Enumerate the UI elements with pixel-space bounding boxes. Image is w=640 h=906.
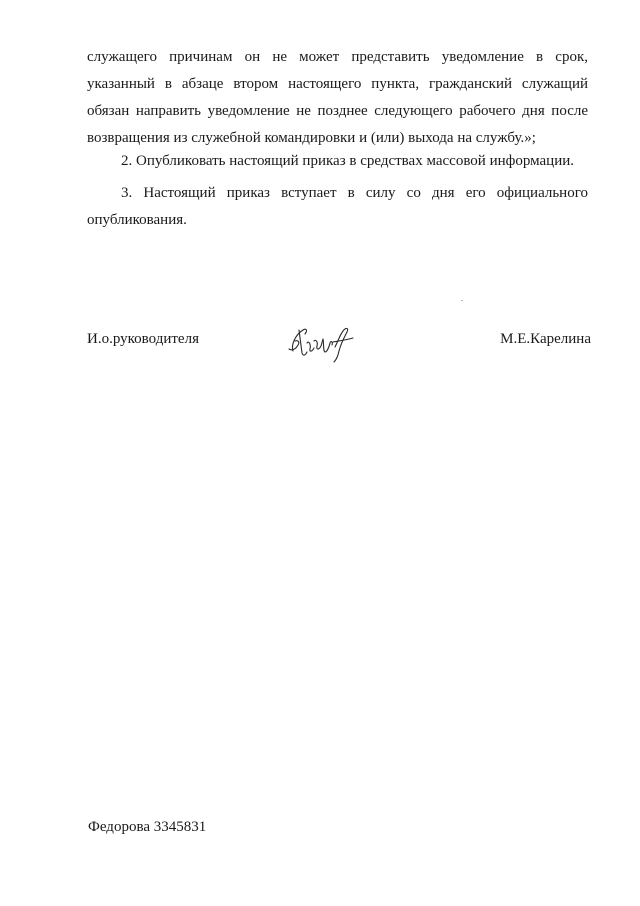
paragraph-line: возвращения из служебной командировки и (или) выхода на службу.»;	[87, 130, 536, 146]
paragraph-line: обязан направить уведомление не позднее следующего рабочего дня после	[87, 103, 588, 119]
scan-speck	[461, 300, 463, 301]
paragraph-continuation	[87, 44, 588, 152]
paragraph-item-3	[87, 180, 588, 234]
paragraph-line: указанный в абзаце втором настоящего пункта, гражданский служащий	[87, 76, 588, 92]
signature-block	[87, 328, 591, 368]
handwritten-signature-icon	[283, 321, 361, 365]
paragraph-line: 3. Настоящий приказ вступает в силу со дня его официального	[121, 185, 588, 201]
paragraph-line: служащего причинам он не может представить уведомление в срок,	[87, 49, 588, 65]
executor-contact: Федорова 3345831	[88, 819, 207, 835]
signer-name: М.Е.Карелина	[500, 331, 591, 347]
paragraph-item-2	[87, 148, 588, 175]
paragraph-line: 2. Опубликовать настоящий приказ в средствах массовой информации.	[121, 153, 575, 169]
signer-position: И.о.руководителя	[87, 331, 199, 347]
paragraph-line: опубликования.	[87, 212, 187, 228]
